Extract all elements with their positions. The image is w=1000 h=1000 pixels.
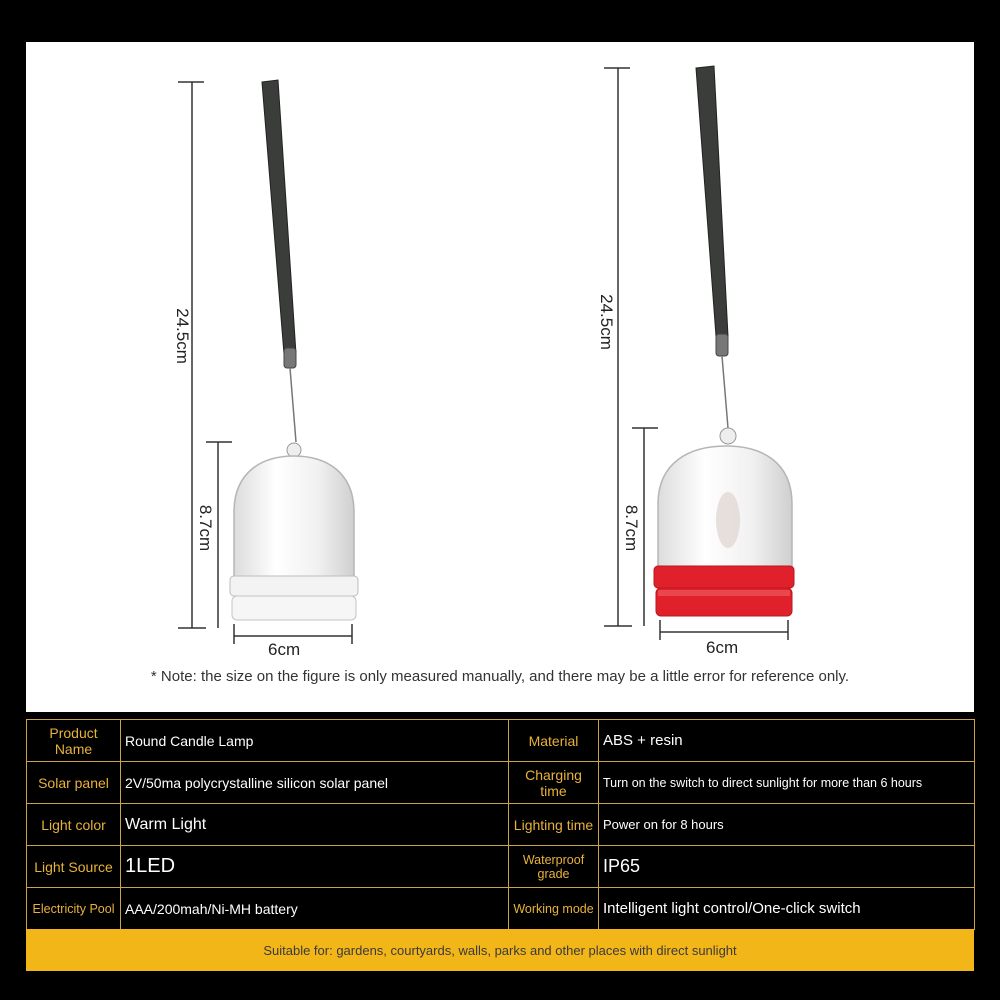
- spec-value: 1LED: [121, 846, 509, 888]
- spec-label: Product Name: [27, 720, 121, 762]
- spec-value: Round Candle Lamp: [121, 720, 509, 762]
- table-row: [27, 846, 975, 888]
- left-body-height-label: 8.7cm: [196, 504, 216, 552]
- right-total-height-label: 24.5cm: [596, 294, 616, 350]
- table-row: [27, 720, 975, 762]
- left-total-height-label: 24.5cm: [172, 308, 192, 364]
- spec-label: Waterproof grade: [509, 846, 599, 888]
- table-row: [27, 888, 975, 930]
- right-body-height-label: 8.7cm: [622, 504, 642, 552]
- spec-value: IP65: [599, 846, 975, 888]
- spec-value: 2V/50ma polycrystalline silicon solar panel: [121, 762, 509, 804]
- right-width-label: 6cm: [706, 638, 739, 657]
- spec-value: Turn on the switch to direct sunlight for more than 6 hours: [599, 762, 975, 804]
- spec-label: Solar panel: [27, 762, 121, 804]
- spec-label: Charging time: [509, 762, 599, 804]
- spec-value: Warm Light: [121, 804, 509, 846]
- right-lamp: [604, 66, 794, 640]
- spec-value: Power on for 8 hours: [599, 804, 975, 846]
- table-row: [27, 762, 975, 804]
- suitable-for-banner: Suitable for: gardens, courtyards, walls, parks and other places with direct sunlight: [26, 929, 974, 971]
- spec-label: Light color: [27, 804, 121, 846]
- spec-label: Light Source: [27, 846, 121, 888]
- spec-value: ABS + resin: [599, 720, 975, 762]
- spec-label: Lighting time: [509, 804, 599, 846]
- spec-label: Electricity Pool: [27, 888, 121, 930]
- left-lamp: [178, 80, 358, 644]
- spec-table: [26, 719, 975, 930]
- measurement-note: * Note: the size on the figure is only measured manually, and there may be a little error for reference only.: [150, 668, 850, 685]
- lamp-illustration: [26, 42, 974, 712]
- product-image-panel: [26, 42, 974, 712]
- left-width-label: 6cm: [268, 640, 301, 659]
- spec-value: Intelligent light control/One-click switch: [599, 888, 975, 930]
- table-row: [27, 804, 975, 846]
- spec-value: AAA/200mah/Ni-MH battery: [121, 888, 509, 930]
- spec-label: Working mode: [509, 888, 599, 930]
- spec-label: Material: [509, 720, 599, 762]
